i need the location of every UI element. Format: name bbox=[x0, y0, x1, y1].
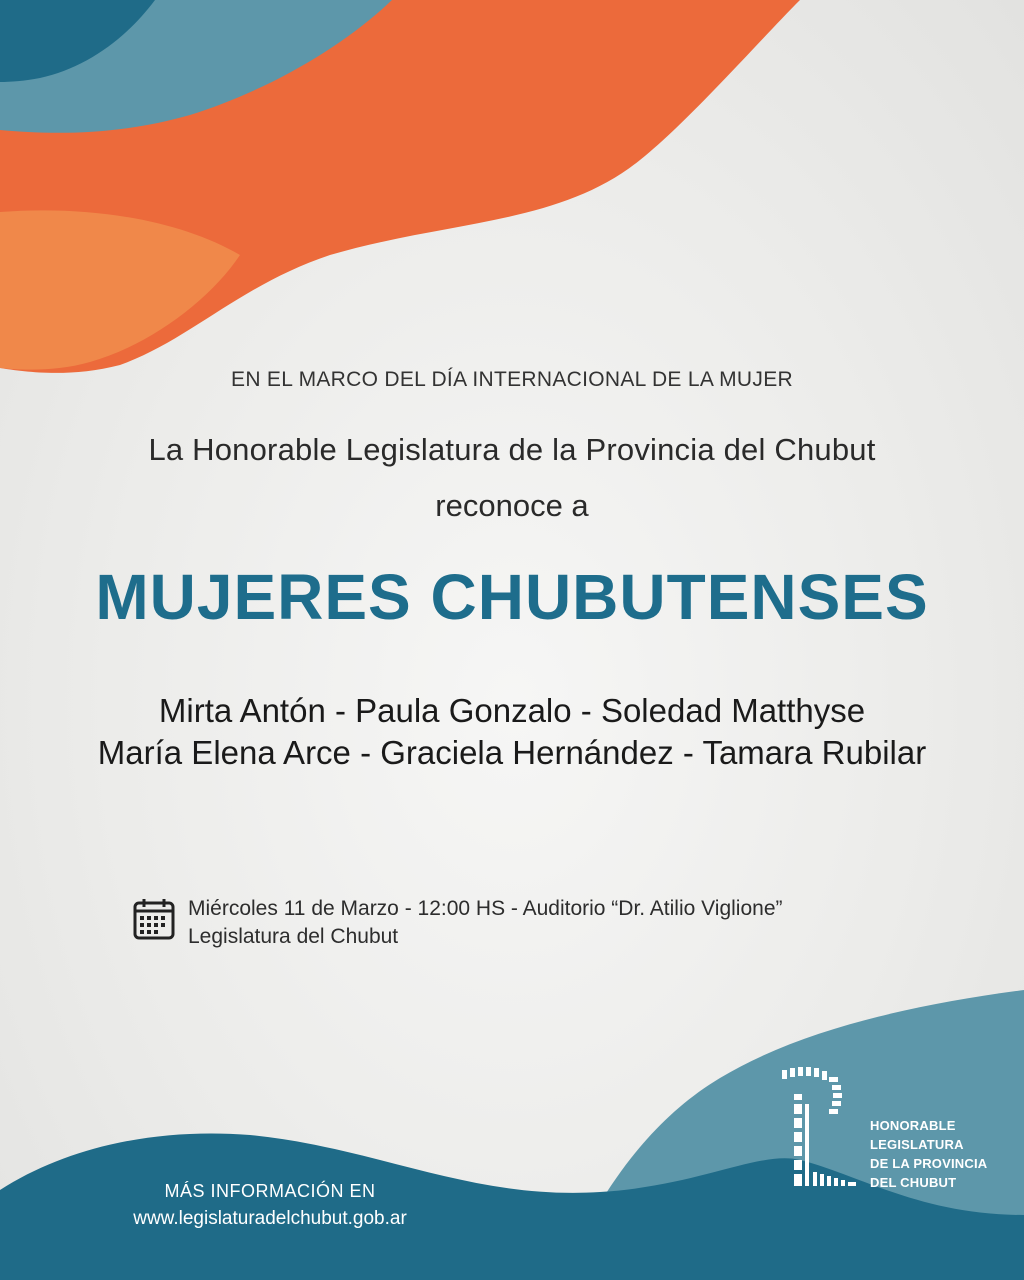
lead-line-1: La Honorable Legislatura de la Provincia del Chubut bbox=[148, 432, 876, 467]
event-line-2: Legislatura del Chubut bbox=[188, 925, 399, 948]
kicker-text: EN EL MARCO DEL DÍA INTERNACIONAL DE LA MUJER bbox=[231, 368, 793, 391]
names-line-1: Mirta Antón - Paula Gonzalo - Soledad Matthyse bbox=[158, 692, 866, 729]
event-line-1: Miércoles 11 de Marzo - 12:00 HS - Auditorio “Dr. Atilio Viglione” bbox=[188, 897, 783, 920]
logo-text bbox=[870, 1116, 987, 1192]
logo-line-1: HONORABLE bbox=[870, 1118, 956, 1133]
logo-line-2: LEGISLATURA bbox=[870, 1137, 964, 1152]
names-line-2: María Elena Arce - Graciela Hernández - Tamara Rubilar bbox=[97, 734, 927, 771]
legislature-logo-icon bbox=[776, 1064, 866, 1194]
event-details bbox=[132, 895, 783, 951]
more-info-label: MÁS INFORMACIÓN EN bbox=[164, 1181, 376, 1201]
lead-line-2: reconoce a bbox=[435, 488, 589, 523]
calendar-icon bbox=[132, 897, 176, 941]
website-link[interactable]: www.legislaturadelchubut.gob.ar bbox=[133, 1208, 407, 1229]
headline: MUJERES CHUBUTENSES bbox=[95, 561, 929, 633]
event-text bbox=[188, 895, 783, 951]
logo-line-3: DE LA PROVINCIA bbox=[870, 1156, 988, 1171]
logo-line-4: DEL CHUBUT bbox=[870, 1175, 957, 1190]
honoree-names bbox=[0, 690, 1024, 774]
footer-info bbox=[80, 1181, 460, 1230]
legislature-logo bbox=[776, 1064, 1016, 1194]
